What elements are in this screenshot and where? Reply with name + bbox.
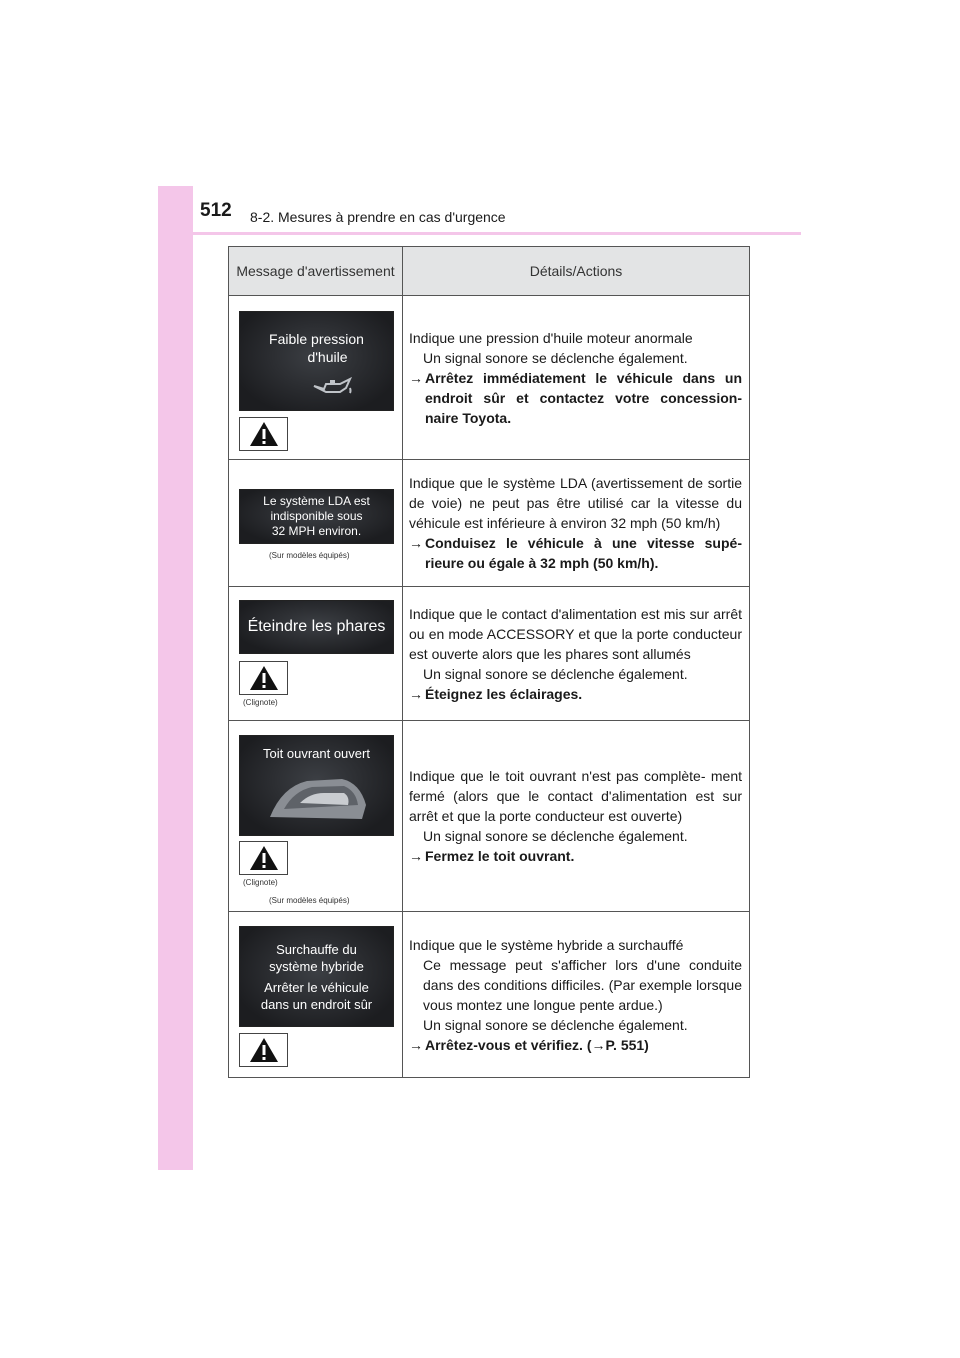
action: → Arrêtez-vous et vérifiez. (→P. 551) [409, 1036, 649, 1053]
warning-triangle-icon [249, 1037, 279, 1063]
screen-line: Arrêter le véhicule [264, 979, 369, 995]
table-row [229, 460, 749, 587]
sub-note: Un signal sonore se déclenche également. [423, 665, 688, 682]
display-screen [239, 489, 394, 544]
warning-light [239, 661, 288, 695]
action: → Conduisez le véhicule à une vitesse supé- rieure ou égale à 32 mph (50 km/h). [409, 535, 742, 571]
message-cell [229, 296, 403, 459]
warning-triangle-icon [249, 421, 279, 447]
warning-triangle-icon [249, 665, 279, 691]
screen-line: Le système LDA est [263, 494, 370, 508]
message-cell [229, 460, 403, 586]
description: Indique que le toit ouvrant n'est pas complète- ment fermé (alors que le contact d'alimentation est sur arrêt et que la porte conducteur est ouverte) [409, 768, 742, 824]
table-row [229, 912, 749, 1077]
table-header [229, 247, 749, 296]
message-cell [229, 912, 403, 1077]
action: → Arrêtez immédiatement le véhicule dans un endroit sûr et contactez votre concession- naire Toyota. [409, 369, 742, 426]
sub-note: Un signal sonore se déclenche également. [423, 1016, 688, 1033]
caption: (Sur modèles équipés) [269, 896, 350, 905]
message-cell [229, 721, 403, 911]
display-screen [239, 311, 394, 411]
arrow-icon: → [409, 1036, 423, 1053]
car-sunroof-icon [262, 769, 372, 824]
oil-can-icon [310, 376, 354, 396]
page-number: 512 [200, 200, 232, 221]
action: → Éteignez les éclairages. [409, 685, 583, 702]
details-cell [403, 296, 749, 459]
warning-message-table [228, 246, 750, 1078]
screen-line: 32 MPH environ. [271, 524, 362, 538]
details-cell [403, 460, 749, 586]
sub-note: Un signal sonore se déclenche également. [423, 828, 688, 844]
arrow-icon: → [409, 685, 423, 702]
column-header-message: Message d'avertissement [229, 247, 403, 295]
screen-line: Surchauffe du [276, 941, 357, 957]
arrow-icon: → [409, 535, 423, 551]
caption: (Clignote) [243, 698, 278, 707]
screen-line: dans un endroit sûr [260, 996, 373, 1012]
table-row [229, 587, 749, 721]
section-title: 8-2. Mesures à prendre en cas d'urgence [250, 209, 506, 225]
warning-light [239, 1033, 288, 1067]
details-cell [403, 587, 749, 720]
caption: (Sur modèles équipés) [269, 551, 350, 560]
message-cell [229, 587, 403, 720]
details-cell [403, 912, 749, 1077]
warning-triangle-icon [249, 845, 279, 871]
description: Indique que le système LDA (avertissement de sortie de voie) ne peut pas être utilisé car la vitesse du véhicule est inférieure à environ 32 mph (50 km/h) [409, 475, 742, 531]
table-row [229, 721, 749, 912]
description: Indique que le contact d'alimentation est mis sur arrêt ou en mode ACCESSORY et que la porte conducteur est ouverte alors que les phares sont allumés [409, 605, 742, 662]
arrow-icon: → [409, 369, 423, 386]
display-screen [239, 600, 394, 654]
action: → Fermez le toit ouvrant. [409, 848, 575, 864]
display-screen [239, 926, 394, 1027]
details-cell [403, 721, 749, 911]
description: Indique que le système hybride a surchauffé [409, 936, 684, 953]
warning-light [239, 841, 288, 875]
arrow-icon: → [591, 1036, 606, 1053]
screen-line: système hybride [269, 958, 364, 974]
sub-note: Ce message peut s'afficher lors d'une conduite dans des conditions difficiles. (Par exemple lorsque vous montez une longue pente ardue.) [423, 956, 742, 1013]
display-screen [239, 735, 394, 836]
screen-line: Éteindre les phares [247, 618, 386, 635]
side-tab-band [158, 186, 193, 1170]
description: Indique une pression d'huile moteur anormale [409, 329, 693, 346]
table-row [229, 296, 749, 460]
caption: (Clignote) [243, 878, 278, 887]
column-header-details: Détails/Actions [529, 263, 623, 279]
header-rule [158, 232, 801, 235]
sub-note: Un signal sonore se déclenche également. [423, 349, 688, 366]
warning-light [239, 417, 288, 451]
screen-line: d'huile [307, 349, 348, 365]
screen-line: indisponible sous [270, 509, 363, 523]
page-reference-link[interactable]: P. 551) [605, 1036, 649, 1053]
screen-line: Faible pression [269, 331, 364, 347]
arrow-icon: → [409, 848, 423, 864]
screen-line: Toit ouvrant ouvert [263, 746, 370, 761]
